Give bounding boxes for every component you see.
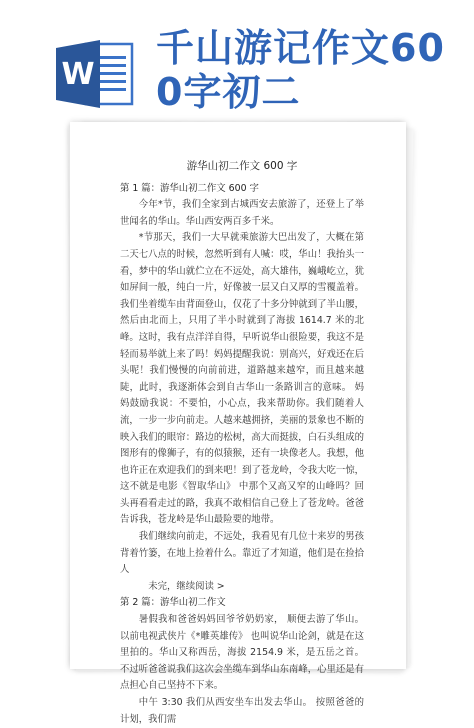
word-icon-letter: W — [61, 57, 95, 92]
page-title: 千山游记作文600字初二 — [156, 26, 445, 114]
document-preview — [64, 122, 416, 725]
document-page — [70, 122, 406, 725]
continue-reading-link[interactable]: 未完，继续阅读 > — [148, 580, 225, 592]
paragraph: 我们继续向前走，不远处，我看见有几位十来岁的男孩背着竹篓，在地上捡着什么。靠近了才知道，他们是在捡拾人 — [120, 531, 364, 576]
paragraph: *节那天，我们一大早就乘旅游大巴出发了，大概在第二天七八点的时候，忽然听到有人喊：哎，华山！我抬头一看，梦中的华山就伫立在不远处，高大雄伟，巍峨屹立，犹如屏间一般，纯白一片，好像被一层又白又厚的雪覆盖着。我们坐着缆车由背面登山，仅花了十多分钟就到了半山腰，然后由北而上，只用了半小时就到了海拔 1614.7 米的北峰。这时，我有点洋洋自得，早听说华山很险要，我这不是轻而易举就上来了吗！妈妈提醒我说：别高兴，好戏还在后头呢！我们慢慢的向前前进，道路越来越窄，而且越来越陡，此时，我逐渐体会到自古华山一条路训言的意味。 妈妈鼓励我说：不要怕，小心点，我来帮助你。我们随着人流，一步一步向前走。人越来越拥挤，美丽的景象也不断的映入我们的眼帘：路边的松树，高大而挺拔，白石头组成的图形有的像狮子，有的似猿猴，还有一块像老人。我想，他也许正在欢迎我们的到来吧！到了苍龙岭，令我大吃一惊，这不就是电影《智取华山》 中那个又高又窄的山峰吗？回头再看看走过的路，我真不敢相信自己登上了苍龙岭。爸爸告诉我，苍龙岭是华山最险要的地带。 — [120, 232, 364, 526]
paragraph: 暑假我和爸爸妈妈回爷爷奶奶家， 顺便去游了华山。 以前电视武侠片《*雕英雄传》 也叫说华山论剑，就是在这里拍的。华山又称西岳，海拔 2154.9 米，是五岳之首。不过听爸爸说我们这次会坐缆车到华山东南峰，心里还是有点担心自己坚持不下来。 — [120, 614, 364, 692]
document-title: 游华山初二作文 600 字 — [186, 160, 298, 172]
section-heading: 第 1 篇：游华山初二作文 600 字 — [120, 182, 259, 194]
section-heading: 第 2 篇：游华山初二作文 — [120, 597, 226, 609]
word-document-icon — [56, 38, 136, 110]
paragraph: 今年*节，我们全家到古城西安去旅游了，还登上了举世闻名的华山。华山西安两百多千米。 — [120, 199, 364, 227]
paragraph: 中午 3:30 我们从西安坐车出发去华山。 按照爸爸的计划，我们需 — [120, 697, 364, 725]
document-body — [120, 158, 364, 728]
header — [0, 0, 474, 120]
